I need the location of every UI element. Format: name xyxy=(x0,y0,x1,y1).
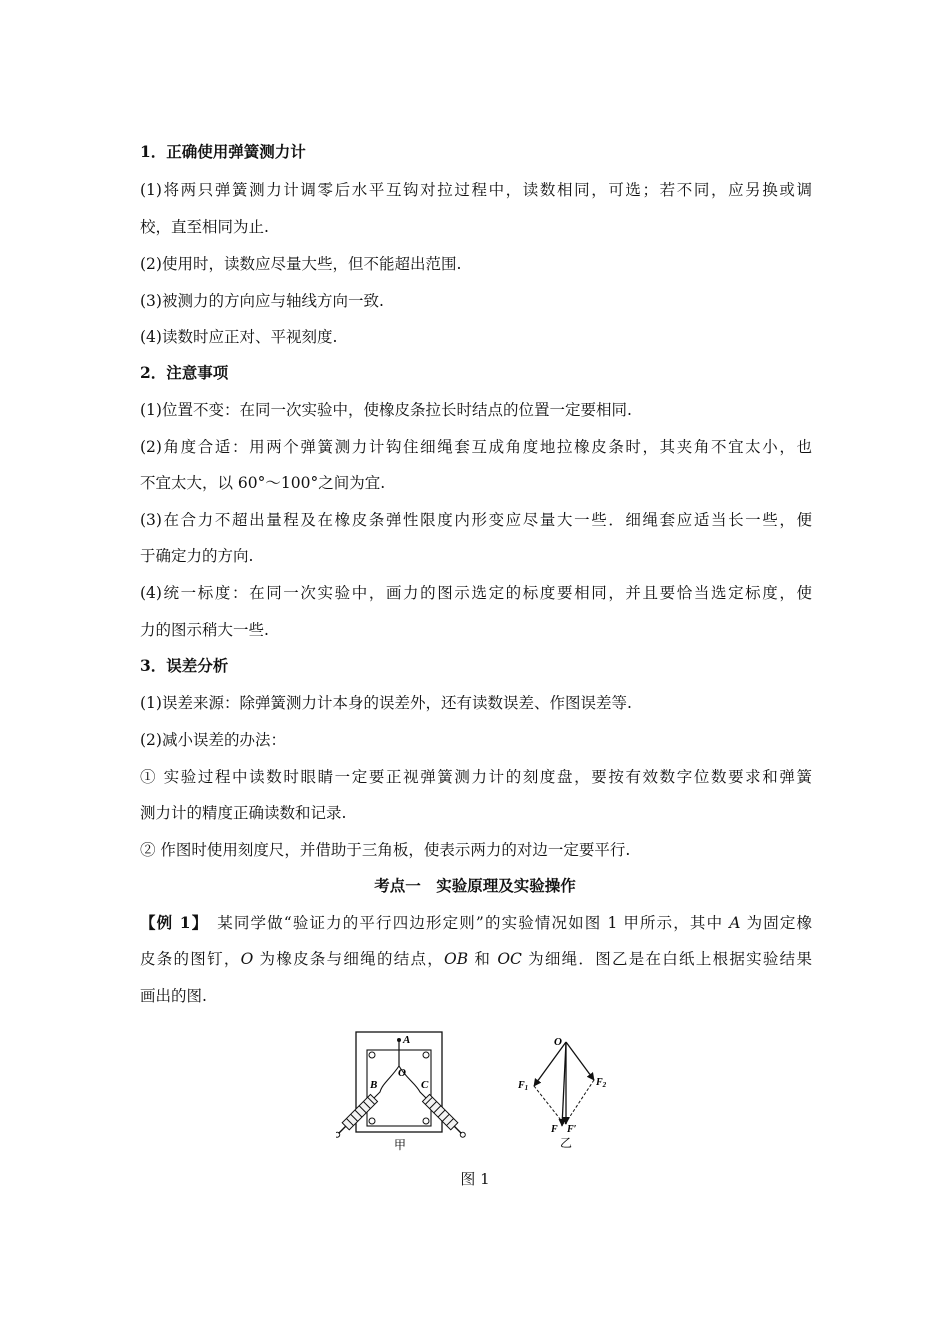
var-OC: OC xyxy=(497,950,522,968)
figure-yi xyxy=(512,1030,622,1154)
paragraph-line: (1)误差来源：除弹簧测力计本身的误差外，还有读数误差、作图误差等. xyxy=(140,694,632,712)
example-text: 某同学做“验证力的平行四边形定则”的实验情况如图 1 甲所示，其中 xyxy=(217,914,724,932)
example-line-3: 画出的图. xyxy=(140,987,207,1005)
label-C: C xyxy=(421,1079,429,1091)
dashed-side xyxy=(534,1086,564,1124)
example-text: 为细绳．图乙是在白纸上根据实验结果 xyxy=(528,950,812,968)
example-text: 皮条的图钉， xyxy=(140,950,241,968)
example-text: 为固定橡 xyxy=(746,914,812,932)
var-O: O xyxy=(240,950,254,968)
var-OB: OB xyxy=(444,950,469,968)
label-jia: 甲 xyxy=(394,1138,407,1152)
section-1-title: 1．正确使用弹簧测力计 xyxy=(140,142,306,161)
spring-scale-right xyxy=(422,1094,466,1140)
spring-scale-left xyxy=(336,1094,378,1140)
example-line-1 xyxy=(140,913,812,933)
paragraph-line: 不宜太大，以 60°～100°之间为宜. xyxy=(140,474,386,492)
label-F-prime: F′ xyxy=(567,1124,577,1135)
kaodian-heading: 考点一 实验原理及实验操作 xyxy=(374,876,576,895)
figure-jia xyxy=(336,1026,466,1154)
paragraph-line: ② 作图时使用刻度尺，并借助于三角板，使表示两力的对边一定要平行. xyxy=(140,841,631,859)
figure-caption: 图 1 xyxy=(460,1170,490,1188)
example-text: 和 xyxy=(474,950,492,968)
paragraph-line: (3)被测力的方向应与轴线方向一致. xyxy=(140,292,384,310)
label-yi-O: O xyxy=(554,1036,562,1048)
pin-icon xyxy=(423,1118,429,1124)
section-2-title: 2．注意事项 xyxy=(140,363,229,382)
label-F1: $F_1$ xyxy=(518,1080,529,1092)
paragraph-line: (3)在合力不超出量程及在橡皮条弹性限度内形变应尽量大一些．细绳套应适当长一些，便 xyxy=(140,511,812,529)
paragraph-line: (4)统一标度：在同一次实验中，画力的图示选定的标度要相同，并且要恰当选定标度，使 xyxy=(140,584,812,602)
paragraph-line: ① 实验过程中读数时眼睛一定要正视弹簧测力计的刻度盘，要按有效数字位数要求和弹簧 xyxy=(140,768,812,786)
vector-F1 xyxy=(534,1042,566,1086)
example-label: 【例 1】 xyxy=(140,913,201,932)
label-F: F xyxy=(551,1124,558,1135)
label-A: A xyxy=(403,1034,411,1046)
section-3-title: 3．误差分析 xyxy=(140,656,229,675)
dashed-side xyxy=(565,1080,594,1124)
paragraph-line: (4)读数时应正对、平视刻度. xyxy=(140,328,338,346)
label-F2: $F_2$ xyxy=(596,1077,607,1089)
example-line-2 xyxy=(140,949,812,969)
paragraph-line: 测力计的精度正确读数和记录. xyxy=(140,804,347,822)
pin-icon xyxy=(369,1052,375,1058)
label-O: O xyxy=(398,1067,406,1079)
paragraph-line: (1)将两只弹簧测力计调零后水平互钩对拉过程中，读数相同，可选；若不同，应另换或调 xyxy=(140,181,812,199)
paragraph-line: (2)使用时，读数应尽量大些，但不能超出范围. xyxy=(140,255,462,273)
example-text: 为橡皮条与细绳的结点， xyxy=(259,950,445,968)
vector-F2 xyxy=(566,1042,594,1080)
paragraph-line: 于确定力的方向. xyxy=(140,547,254,565)
paragraph-line: 力的图示稍大一些. xyxy=(140,621,269,639)
pin-icon xyxy=(369,1118,375,1124)
paragraph-line: 校，直至相同为止. xyxy=(140,218,269,236)
var-A: A xyxy=(729,914,741,932)
pin-icon xyxy=(423,1052,429,1058)
paragraph-line: (2)减小误差的办法： xyxy=(140,731,286,749)
label-yi: 乙 xyxy=(560,1136,573,1150)
paragraph-line: (1)位置不变：在同一次实验中，使橡皮条拉长时结点的位置一定要相同. xyxy=(140,401,632,419)
label-B: B xyxy=(370,1079,378,1091)
string-OB xyxy=(374,1066,399,1098)
paragraph-line: (2)角度合适：用两个弹簧测力计钩住细绳套互成角度地拉橡皮条时，其夹角不宜太小，也 xyxy=(140,438,812,456)
